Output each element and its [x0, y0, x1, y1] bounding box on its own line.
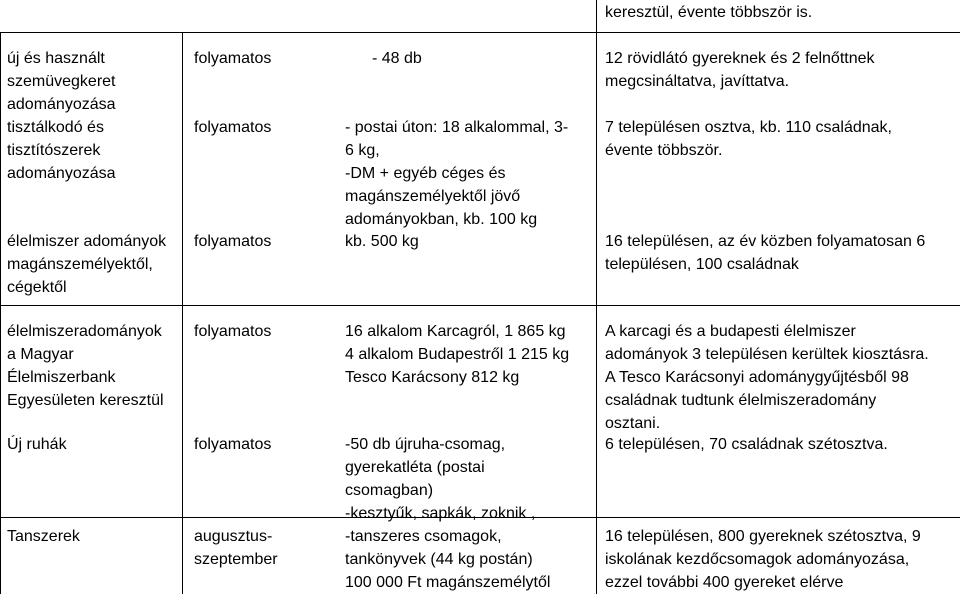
text-line: csomagban) — [345, 482, 434, 499]
text-line: Egyesületen keresztül — [7, 392, 164, 409]
row-1-amount — [372, 47, 422, 70]
column-divider-3 — [596, 32, 597, 594]
row-2-result — [605, 116, 892, 162]
row-4-period — [194, 320, 271, 343]
text-line: új és használt — [7, 50, 105, 67]
text-line: magánszemélyektől, — [7, 256, 153, 273]
text-line: gyerekatléta (postai — [345, 459, 485, 476]
column-divider-1 — [182, 32, 183, 594]
text-line: 6 településen, 70 családnak szétosztva. — [605, 436, 888, 453]
row-1-result — [605, 47, 875, 93]
text-line: Tanszerek — [7, 528, 80, 545]
text-line: -50 db újruha-csomag, — [345, 436, 506, 453]
text-line: Tesco Karácsony 812 kg — [345, 369, 520, 386]
text-line: adományok 3 településen kerültek kiosztásra. — [605, 346, 929, 363]
text-line: 16 alkalom Karcagról, 1 865 kg — [345, 323, 566, 340]
row-4-result — [605, 320, 929, 435]
text-line: évente többször. — [605, 142, 723, 159]
text-line: A karcagi és a budapesti élelmiszer — [605, 323, 856, 340]
text-line: -tanszeres csomagok, — [345, 528, 502, 545]
top-cell-left-border — [596, 0, 597, 33]
text-line: - 48 db — [372, 50, 422, 67]
text-line: 7 településen osztva, kb. 110 családnak, — [605, 119, 892, 136]
text-line: településen, 100 családnak — [605, 256, 799, 273]
row-6-period — [194, 525, 278, 571]
text-line: 16 településen, az év közben folyamatosan 6 — [605, 233, 926, 250]
text-line: Élelmiszerbank — [7, 369, 116, 386]
row-2-amount — [345, 116, 568, 231]
text-line: élelmiszeradományok — [7, 323, 162, 340]
text-line: tankönyvek (44 kg postán) — [345, 551, 533, 568]
text-line: iskolának kezdőcsomagok adományozása, — [605, 551, 910, 568]
text-line: tisztálkodó és — [7, 119, 104, 136]
text-line: adományozása — [7, 96, 116, 113]
text-line: adományozása — [7, 165, 116, 182]
row-3-period — [194, 230, 271, 253]
text-line: a Magyar — [7, 346, 74, 363]
table-top-border — [0, 32, 960, 33]
text-line: Új ruhák — [7, 436, 67, 453]
top-cell-text — [605, 1, 812, 24]
text-line: 100 000 Ft magánszemélytől — [345, 574, 551, 591]
text-line: A Tesco Karácsonyi adománygyűjtésből 98 — [605, 369, 909, 386]
table-left-border — [0, 32, 1, 594]
text-line: osztani. — [605, 415, 661, 432]
text-line: -DM + egyéb céges és — [345, 165, 506, 182]
text-line: folyamatos — [194, 50, 272, 67]
row-2-period — [194, 116, 271, 139]
row-1-period — [194, 47, 271, 70]
row-4-amount — [345, 320, 569, 389]
row-3-result — [605, 230, 925, 276]
row-6-amount — [345, 525, 550, 594]
text-line: 12 rövidlátó gyereknek és 2 felnőttnek — [605, 50, 875, 67]
text-line: 4 alkalom Budapestről 1 215 kg — [345, 346, 570, 363]
text-line: keresztül, évente többször is. — [605, 4, 813, 21]
row-6-activity — [7, 525, 80, 548]
text-line: - postai úton: 18 alkalommal, 3- — [345, 119, 569, 136]
text-line: 6 kg, — [345, 142, 380, 159]
text-line: 16 településen, 800 gyereknek szétosztva, 9 — [605, 528, 921, 545]
text-line: augusztus- — [194, 528, 273, 545]
text-line: megcsináltatva, javíttatva. — [605, 73, 790, 90]
text-line: tisztítószerek — [7, 142, 101, 159]
row-3-amount — [345, 230, 419, 253]
row-6-result — [605, 525, 921, 594]
text-line: folyamatos — [194, 119, 272, 136]
row-3-activity — [7, 230, 166, 299]
text-line: családnak tudtunk élelmiszeradomány — [605, 392, 877, 409]
text-line: -kesztyűk, sapkák, zoknik , — [345, 505, 536, 522]
text-line: magánszemélyektől jövő — [345, 188, 521, 205]
text-line: cégektől — [7, 279, 67, 296]
row-5-amount — [345, 433, 535, 525]
text-line: adományokban, kb. 100 kg — [345, 211, 538, 228]
row-5-period — [194, 433, 271, 456]
row-divider-1 — [0, 305, 960, 306]
text-line: ezzel további 400 gyereket elérve — [605, 574, 844, 591]
text-line: folyamatos — [194, 233, 272, 250]
text-line: folyamatos — [194, 323, 272, 340]
text-line: kb. 500 kg — [345, 233, 419, 250]
row-4-activity — [7, 320, 164, 412]
text-line: élelmiszer adományok — [7, 233, 167, 250]
text-line: szeptember — [194, 551, 278, 568]
row-2-activity — [7, 116, 116, 185]
text-line: folyamatos — [194, 436, 272, 453]
text-line: szemüvegkeret — [7, 73, 116, 90]
row-1-activity — [7, 47, 116, 116]
row-5-result — [605, 433, 888, 456]
row-5-activity — [7, 433, 67, 456]
